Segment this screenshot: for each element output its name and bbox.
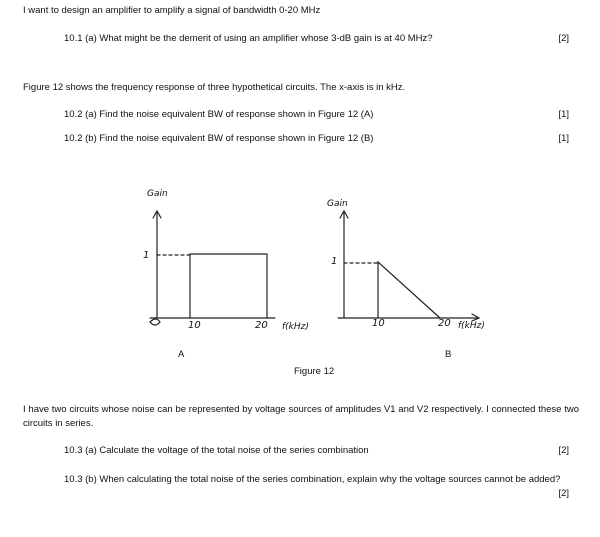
- plot-b-ylabel: Gain: [327, 199, 348, 209]
- marks-10-2a: [1]: [558, 109, 569, 120]
- intro-text: I want to design an amplifier to amplify a signal of bandwidth 0-20 MHz: [23, 5, 321, 16]
- plot-a-xlabel: f(kHz): [282, 322, 309, 332]
- plot-a-response: [190, 254, 267, 318]
- plot-b-x-tick-20: 20: [438, 318, 451, 329]
- question-10-3b: 10.3 (b) When calculating the total noise of the series combination, explain why the voltage sources cannot be added?: [64, 474, 561, 485]
- plot-b-x-tick-10: 10: [372, 318, 385, 329]
- plot-b-label: B: [445, 349, 452, 360]
- figure-intro-text: Figure 12 shows the frequency response of three hypothetical circuits. The x-axis is in kHz.: [23, 82, 406, 93]
- plot-b-xlabel: f(kHz): [458, 321, 485, 331]
- plot-a-y-tick: 1: [143, 250, 150, 261]
- plot-a-label: A: [178, 349, 185, 360]
- marks-10-2b: [1]: [558, 133, 569, 144]
- plot-a-ylabel: Gain: [147, 189, 168, 199]
- question-10-3a: 10.3 (a) Calculate the voltage of the total noise of the series combination: [64, 445, 369, 456]
- marks-10-1a: [2]: [558, 33, 569, 44]
- question-10-2a: 10.2 (a) Find the noise equivalent BW of response shown in Figure 12 (A): [64, 109, 374, 120]
- plot-b-response: [378, 262, 440, 318]
- question-10-2b: 10.2 (b) Find the noise equivalent BW of response shown in Figure 12 (B): [64, 133, 374, 144]
- plot-a-x-tick-20: 20: [255, 320, 268, 331]
- plot-a-x-tick-10: 10: [188, 320, 201, 331]
- figure-caption: Figure 12: [294, 366, 335, 377]
- plot-b-y-tick: 1: [331, 256, 338, 267]
- marks-10-3b: [2]: [558, 488, 569, 499]
- plot-a-origin-scribble: [150, 319, 160, 325]
- question-10-1a: 10.1 (a) What might be the demerit of using an amplifier whose 3-dB gain is at 40 MHz?: [64, 33, 433, 44]
- noise-intro-text: I have two circuits whose noise can be represented by voltage sources of amplitudes V1 and V2 respectively. I connected these two circuits in series.: [23, 404, 579, 429]
- marks-10-3a: [2]: [558, 445, 569, 456]
